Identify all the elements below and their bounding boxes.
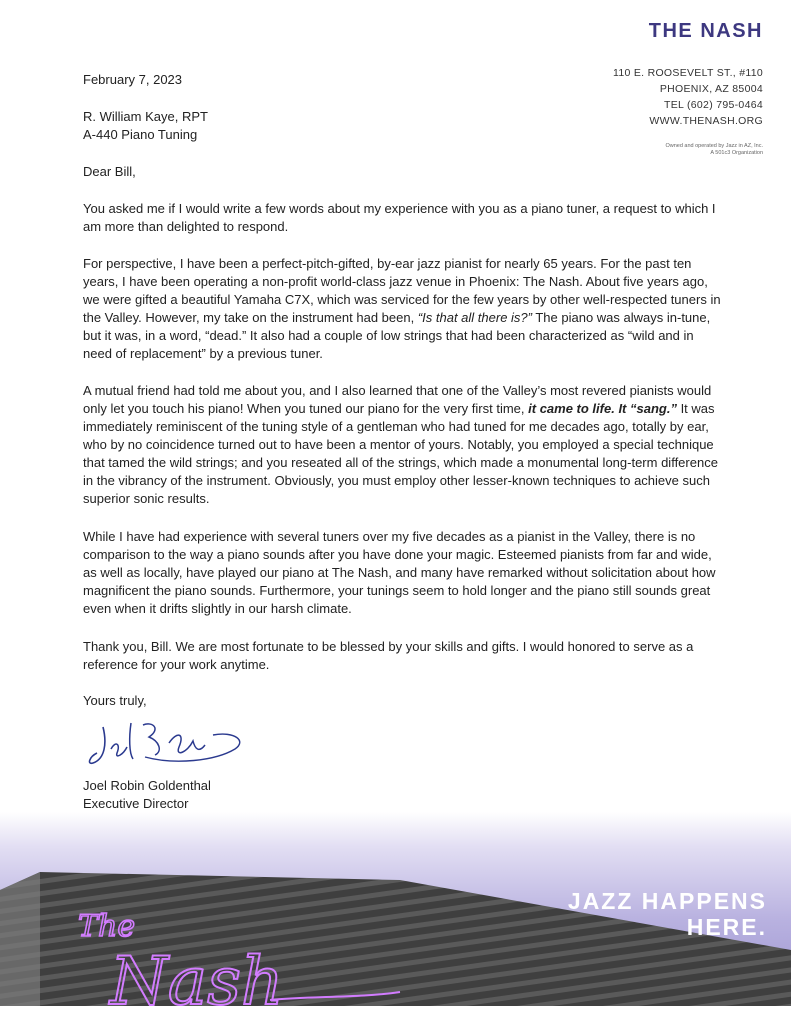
paragraph-3-text-b: It was immediately reminiscent of the tuning style of a gentleman who had tuned for me decades ago, totally by ear, who by no coincidence turned out to have been a mentor of yours. Notably, you employed a special technique that tamed the wild strings; and you reseated all of the strings, which made a monumental long-term difference in the vibrancy of the instrument. Obviously, you must employ other lesser-known techniques to achieve such superior sonic results. bbox=[83, 401, 718, 506]
paragraph-3-emphasis: it came to life. It “sang.” bbox=[528, 401, 677, 416]
fine-print-line-1: Owned and operated by Jazz in AZ, Inc. bbox=[665, 143, 763, 149]
recipient-company: A-440 Piano Tuning bbox=[83, 127, 198, 142]
logo-underline bbox=[270, 992, 400, 1000]
the-nash-logo bbox=[70, 900, 410, 1010]
tagline bbox=[568, 888, 767, 940]
paragraph-2-text-a: For perspective, I have been a perfect-pitch-gifted, by-ear jazz pianist for nearly 65 years. For the past ten years, I have been operating a non-profit world-class jazz venue in Phoenix: The Nash. About five years ago, we were gifted a beautiful Yamaha C7X, which was serviced for the few years by other well-respected tuners in the Valley. However, my take on the instrument had been, bbox=[83, 256, 721, 325]
fine-print-line-2: A 501c3 Organization bbox=[710, 150, 763, 156]
tagline-line-1: JAZZ HAPPENS bbox=[567, 888, 767, 914]
paragraph-2 bbox=[83, 255, 723, 363]
address-line-1: 110 E. ROOSEVELT ST., #110 bbox=[612, 67, 763, 79]
fine-print bbox=[613, 143, 763, 157]
address-line-2: PHOENIX, AZ 85004 bbox=[659, 83, 763, 95]
paragraph-3 bbox=[83, 382, 723, 508]
org-name: THE NASH bbox=[648, 20, 763, 42]
phone-line: TEL (602) 795-0464 bbox=[664, 99, 763, 111]
letter-date: February 7, 2023 bbox=[83, 72, 183, 87]
signature bbox=[85, 713, 245, 773]
tagline-line-2: HERE. bbox=[686, 914, 767, 940]
closing: Yours truly, bbox=[83, 693, 147, 708]
website-line: WWW.THENASH.ORG bbox=[649, 115, 763, 127]
recipient-name: R. William Kaye, RPT bbox=[83, 109, 208, 124]
paragraph-5: Thank you, Bill. We are most fortunate to be blessed by your skills and gifts. I would honored to serve as a reference for your work anytime. bbox=[83, 639, 694, 672]
salutation: Dear Bill, bbox=[83, 164, 136, 179]
footer-banner bbox=[0, 812, 791, 1010]
recipient-block bbox=[83, 108, 723, 144]
paragraph-1: You asked me if I would write a few words about my experience with you as a piano tuner, a request to which I am more than delighted to respond. bbox=[83, 201, 716, 234]
paragraph-2-quote: “Is that all there is?” bbox=[417, 310, 532, 325]
signer-name: Joel Robin Goldenthal bbox=[83, 778, 211, 793]
logo-nash-text: Nash bbox=[110, 943, 284, 1010]
paragraph-3-text-a: A mutual friend had told me about you, and I also learned that one of the Valley’s most revered pianists would only let you touch his piano! When you tuned our piano for the very first time, bbox=[83, 383, 712, 416]
logo-the-text: The bbox=[78, 909, 136, 944]
signer-block bbox=[83, 777, 723, 813]
paragraph-4: While I have had experience with several tuners over my five decades as a pianist in the Valley, there is no comparison to the way a piano sounds after you have done your magic. Esteemed pianists from far and wide, as well as locally, have played our piano at The Nash, and many have remarked without solicitation about how magnificent the piano sounds. Furthermore, your tunings seem to hold longer and the piano still sounds great even when it drifts slightly in our harsh climate. bbox=[83, 529, 716, 616]
signer-title: Executive Director bbox=[83, 796, 189, 811]
building-side bbox=[0, 872, 40, 1006]
paragraph-2-text-b: The piano was always in-tune, but it was, in a word, “dead.” It also had a couple of low strings that had been characterized as “wild and in need of replacement” by a previous tuner. bbox=[83, 310, 711, 361]
